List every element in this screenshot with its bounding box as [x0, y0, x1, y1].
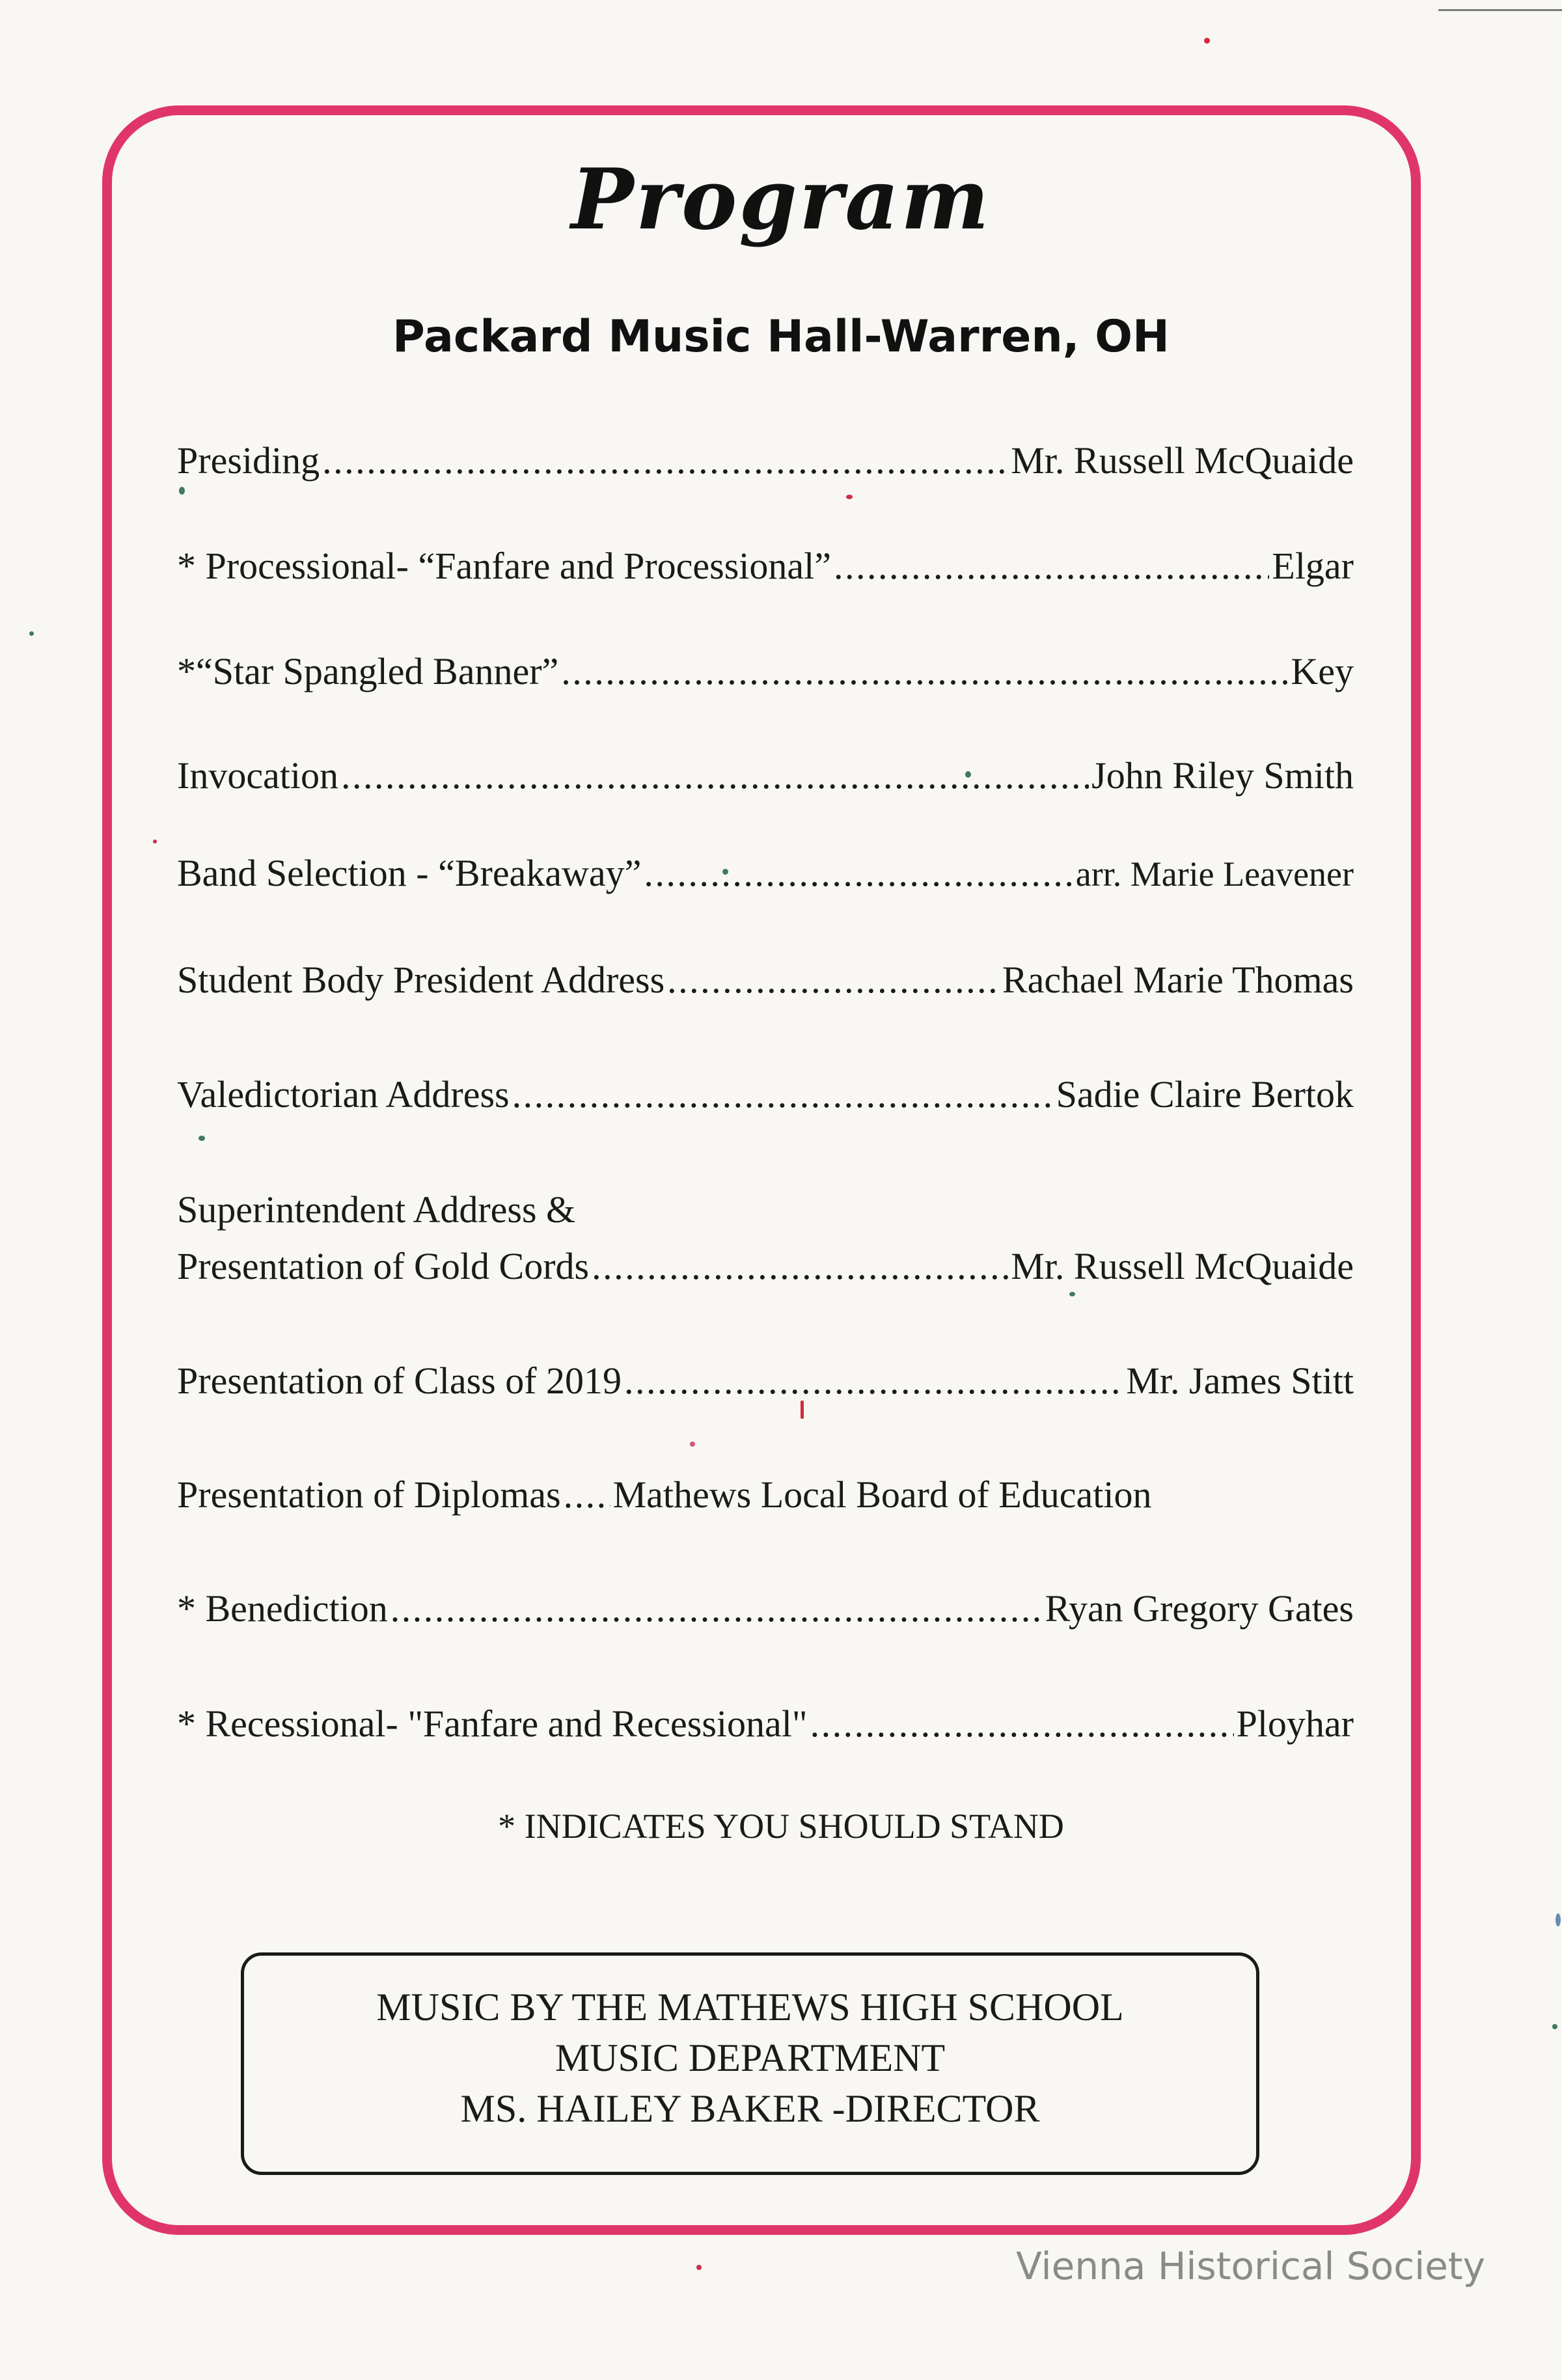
program-item-invocation [177, 747, 1354, 804]
item-name: John Riley Smith [1091, 754, 1354, 797]
item-name: Rachael Marie Thomas [1002, 959, 1354, 1001]
page-title: Program [571, 151, 991, 249]
item-label: Presentation of Gold Cords [177, 1245, 590, 1287]
program-item-diplomas [177, 1466, 1354, 1524]
item-label: Band Selection - “Breakaway” [177, 852, 642, 894]
program-item-benediction [177, 1580, 1354, 1637]
item-label: Student Body President Address [177, 959, 665, 1001]
dot-leader [834, 538, 1269, 595]
item-label: * Processional- “Fanfare and Processional” [177, 545, 832, 587]
program-item-band-selection [177, 845, 1354, 903]
music-credit-line1: MUSIC BY THE MATHEWS HIGH SCHOOL [376, 1986, 1124, 2029]
item-name: Ryan Gregory Gates [1045, 1587, 1354, 1630]
program-item-student-president [177, 951, 1354, 1009]
item-label: *“Star Spangled Banner” [177, 650, 559, 692]
music-credit-line2: MUSIC DEPARTMENT [555, 2036, 946, 2079]
stand-footnote: * INDICATES YOU SHOULD STAND [498, 1807, 1064, 1846]
venue-heading: Packard Music Hall-Warren, OH [392, 311, 1170, 362]
item-name: Mr. James Stitt [1126, 1360, 1354, 1402]
scan-edge-line [1438, 9, 1562, 11]
item-label: Valedictorian Address [177, 1073, 510, 1115]
item-name: Key [1291, 650, 1354, 692]
paper-fleck [696, 2265, 702, 2270]
program-item-valedictorian [177, 1066, 1354, 1123]
item-label: Presentation of Diplomas [177, 1473, 561, 1516]
item-name: Sadie Claire Bertok [1056, 1073, 1354, 1115]
music-credit-box [241, 1952, 1259, 2175]
item-label: Presiding [177, 439, 320, 482]
dot-leader [390, 1580, 1043, 1637]
item-name: Ployhar [1236, 1703, 1354, 1745]
dot-leader [561, 643, 1288, 700]
program-item-class-presentation [177, 1352, 1354, 1410]
paper-fleck [1204, 38, 1210, 44]
dot-leader [810, 1695, 1234, 1753]
dot-leader [644, 845, 1073, 902]
item-name: Elgar [1272, 545, 1354, 587]
item-label: Presentation of Class of 2019 [177, 1360, 622, 1402]
program-item-presiding [177, 432, 1354, 489]
paper-fleck [1552, 2024, 1557, 2029]
dot-leader [341, 747, 1089, 804]
paper-fleck [29, 631, 34, 636]
item-label: * Recessional- "Fanfare and Recessional" [177, 1703, 808, 1745]
dot-leader [322, 432, 1008, 489]
dot-leader [564, 1466, 610, 1524]
pink-border-frame [102, 105, 1421, 2235]
item-label: * Benediction [177, 1587, 388, 1630]
dot-leader [592, 1238, 1008, 1295]
program-item-anthem [177, 643, 1354, 700]
dot-leader [512, 1066, 1054, 1123]
item-name: Mr. Russell McQuaide [1011, 1245, 1354, 1287]
item-label: Invocation [177, 754, 339, 797]
dot-leader [624, 1352, 1123, 1410]
paper-fleck [1555, 1913, 1561, 1926]
item-name: Mathews Local Board of Education [612, 1473, 1152, 1516]
program-item-recessional [177, 1695, 1354, 1753]
program-item-superintendent-line1: Superintendent Address & [177, 1188, 576, 1231]
item-name: Mr. Russell McQuaide [1011, 439, 1354, 482]
music-credit-line3: MS. HAILEY BAKER -DIRECTOR [460, 2087, 1040, 2130]
item-name: arr. Marie Leavener [1075, 855, 1354, 894]
dot-leader [667, 951, 1000, 1009]
watermark: Vienna Historical Society [1016, 2244, 1485, 2288]
program-item-gold-cords [177, 1238, 1354, 1295]
program-item-processional [177, 538, 1354, 595]
